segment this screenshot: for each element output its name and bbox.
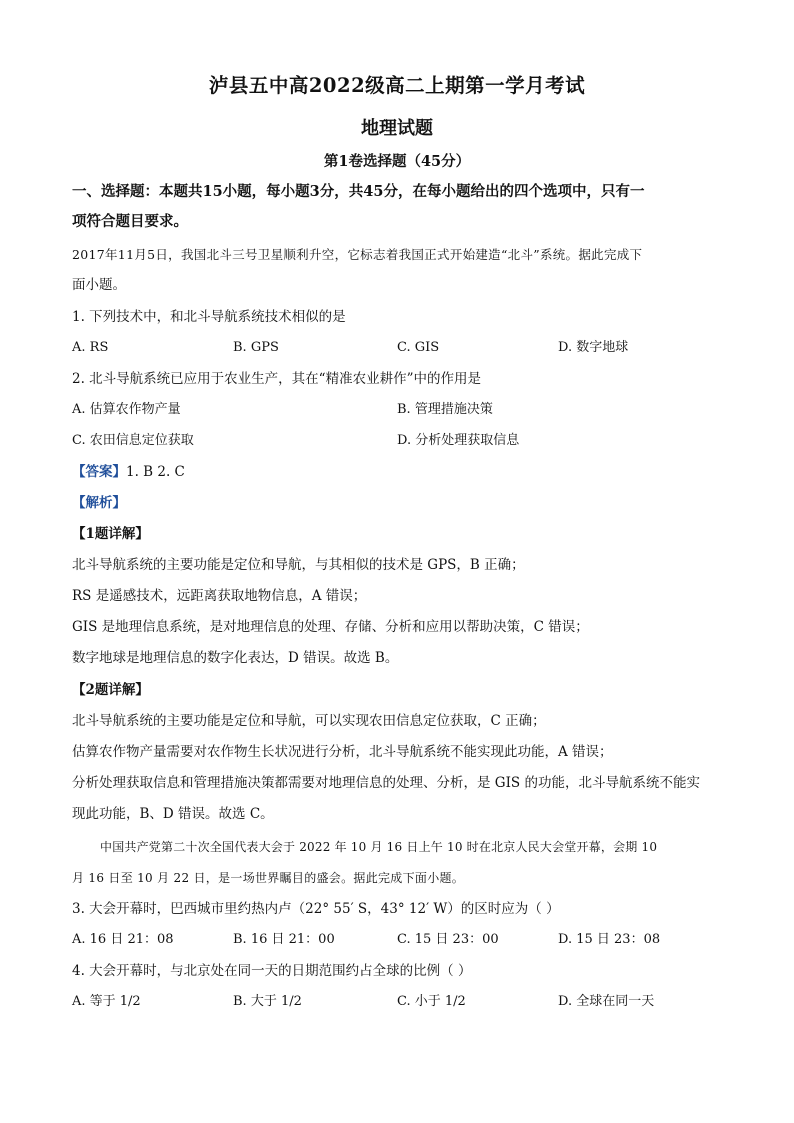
- instruction-line-2: 项符合题目要求。: [72, 213, 188, 230]
- q4-option-c: C. 小于 1/2: [397, 994, 466, 1009]
- analysis-label: 【解析】: [72, 495, 126, 511]
- detail-1-label: 【1题详解】: [72, 526, 149, 542]
- answer-row: [72, 463, 185, 481]
- q4-option-b: B. 大于 1/2: [233, 994, 302, 1009]
- passage2-line-1: 中国共产党第二十次全国代表大会于 2022 年 10 月 16 日上午 10 时在北京人民大会堂开幕，会期 10: [100, 840, 658, 854]
- q3-option-c: C. 15 日 23：00: [397, 932, 499, 947]
- q2-option-c: C. 农田信息定位获取: [72, 433, 194, 448]
- q2-stem: 2. 北斗导航系统已应用于农业生产，其在“精准农业耕作”中的作用是: [72, 371, 481, 387]
- q1-stem: 1. 下列技术中，和北斗导航系统技术相似的是: [72, 309, 346, 325]
- passage1-line-1: 2017年11月5日，我国北斗三号卫星顺利升空，它标志着我国正式开始建造“北斗”系统。据此完成下: [72, 247, 643, 262]
- detail-2-line-2: 估算农作物产量需要对农作物生长状况进行分析，北斗导航系统不能实现此功能，A 错误；: [72, 744, 613, 760]
- q3-option-d: D. 15 日 23：08: [558, 932, 661, 947]
- q2-option-d: D. 分析处理获取信息: [397, 433, 520, 448]
- detail-1-line-1: 北斗导航系统的主要功能是定位和导航，与其相似的技术是 GPS，B 正确；: [72, 557, 525, 573]
- instruction-line-1: 一、选择题：本题共15小题，每小题3分，共45分，在每小题给出的四个选项中，只有一: [72, 183, 645, 200]
- passage2-line-2: 月 16 日至 10 月 22 日，是一场世界瞩目的盛会。据此完成下面小题。: [72, 871, 465, 885]
- q1-option-d: D. 数字地球: [558, 340, 629, 355]
- detail-1-line-3: GIS 是地理信息系统，是对地理信息的处理、存储、分析和应用以帮助决策，C 错误；: [72, 619, 589, 635]
- q3-option-b: B. 16 日 21：00: [233, 932, 335, 947]
- detail-1-line-2: RS 是遥感技术，远距离获取地物信息，A 错误；: [72, 588, 367, 604]
- detail-2-line-4: 现此功能，B、D 错误。故选 C。: [72, 806, 274, 822]
- detail-2-line-3: 分析处理获取信息和管理措施决策都需要对地理信息的处理、分析，是 GIS 的功能，北斗导航系统不能实: [72, 775, 700, 791]
- passage1-line-2: 面小题。: [72, 277, 126, 293]
- detail-2-line-1: 北斗导航系统的主要功能是定位和导航，可以实现农田信息定位获取，C 正确；: [72, 713, 546, 729]
- exam-title: 泸县五中高2022级高二上期第一学月考试: [208, 74, 586, 97]
- q2-option-a: A. 估算农作物产量: [72, 402, 181, 417]
- answer-text: 1. B 2. C: [126, 464, 185, 480]
- detail-1-line-4: 数字地球是地理信息的数字化表达，D 错误。故选 B。: [72, 650, 399, 666]
- q1-option-b: B. GPS: [233, 340, 279, 355]
- answer-label: 【答案】: [72, 464, 126, 480]
- q1-option-c: C. GIS: [397, 340, 440, 355]
- q1-option-a: A. RS: [72, 340, 109, 355]
- detail-2-label: 【2题详解】: [72, 682, 149, 698]
- section-title: 第1卷选择题（45分）: [323, 153, 471, 170]
- q4-option-a: A. 等于 1/2: [72, 994, 141, 1009]
- q4-option-d: D. 全球在同一天: [558, 994, 655, 1009]
- q2-option-b: B. 管理措施决策: [397, 402, 493, 417]
- q3-stem: 3. 大会开幕时，巴西城市里约热内卢（22° 55′ S，43° 12′ W）的区时应为（ ）: [72, 901, 560, 917]
- q4-stem: 4. 大会开幕时，与北京处在同一天的日期范围约占全球的比例（ ）: [72, 963, 472, 979]
- subject-title: 地理试题: [361, 118, 433, 139]
- q3-option-a: A. 16 日 21：08: [72, 932, 174, 947]
